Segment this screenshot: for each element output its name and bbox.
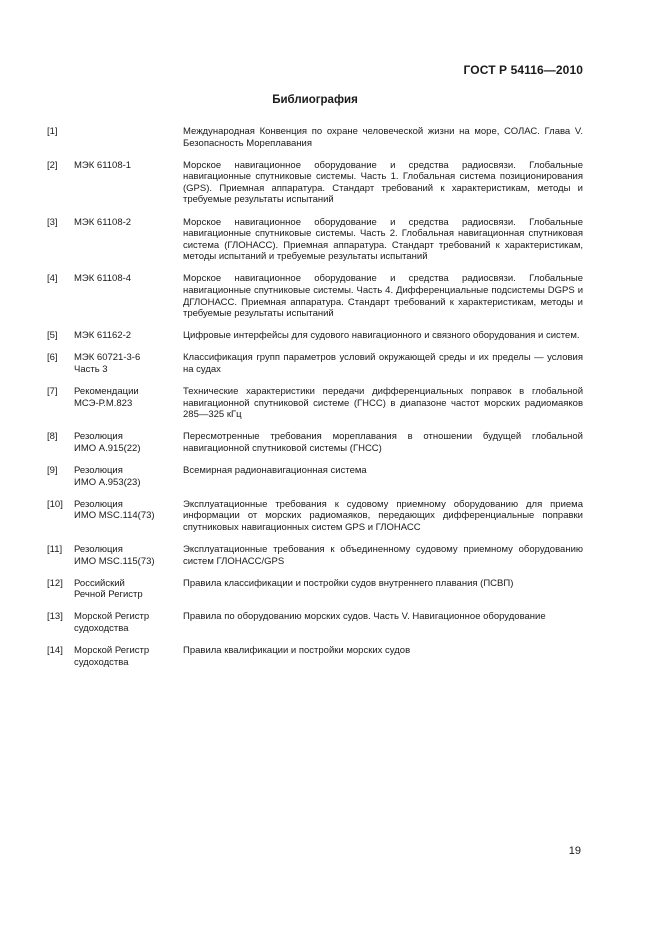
entry-reference-line: ИМО MSC.114(73) [74,510,155,522]
entry-number: [5] [47,330,58,342]
entry-description: Эксплуатационные требования к судовому приемному оборудованию для приема информации от морских радиомаяков, передающих дифференциальные поправки спутниковых навигационных систем GPS и ГЛОНАСС [183,498,583,533]
entry-reference-line: Часть 3 [74,364,108,375]
entry-description: Технические характеристики передачи дифференциальных поправок в глобальной навигационной спутниковой системе (ГНСС) в диапазоне частот морских радиомаяков 285—325 кГц [183,386,583,421]
entry-reference [74,160,183,172]
entry-reference [74,611,183,634]
bibliography-title: Библиография [272,94,358,106]
entry-description: Классификация групп параметров условий окружающей среды и их пределы — условия на судах [183,352,583,375]
entry-reference-line: Морской Регистр [74,645,150,657]
entry-reference-line: Морской Регистр [74,611,150,623]
bibliography-entry [47,273,583,319]
entry-reference [74,217,183,229]
entry-reference-line: ИМО А.915(22) [74,442,141,454]
entry-reference [74,352,183,375]
entry-number: [11] [47,544,63,556]
entry-description: Правила классификации и постройки судов внутреннего плавания (ПСВП) [183,577,514,589]
entry-reference-line: судоходства [74,656,129,668]
entry-reference [74,499,183,522]
entry-reference-line: МЭК 60721-3-6 [74,352,141,364]
entry-reference [74,578,183,601]
bibliography-entry [47,352,583,375]
entry-description: Цифровые интерфейсы для судового навигационного и связного оборудования и систем. [183,330,580,342]
entry-reference-line: МЭК 61108-2 [74,216,132,228]
bibliography-entry [47,578,583,601]
entry-reference-line: Рекомендации [74,386,139,398]
entry-description: Морское навигационное оборудование и средства радиосвязи. Глобальные навигационные спутниковые системы. Часть 4. Дифференциальные подсистемы DGPS и ДГЛОНАСС. Приемная аппаратура. Стандарт требований к характеристикам, методы и требуемые результаты испытаний [183,273,583,320]
entry-reference-line: Российский [74,577,125,589]
entry-number: [1] [47,126,58,137]
entry-number: [13] [47,611,63,623]
bibliography-list [47,126,583,679]
bibliography-entry [47,465,583,488]
entry-number: [8] [47,431,58,443]
entry-number: [12] [47,577,63,589]
entry-description: Международная Конвенция по охране человеческой жизни на море, СОЛАС. Глава V. Безопасность Мореплавания [183,126,583,149]
entry-description: Морское навигационное оборудование и средства радиосвязи. Глобальные навигационные спутниковые системы. Часть 1. Глобальная система позиционирования (GPS). Приемная аппаратура. Стандарт требований к характеристикам, методы и требуемые результаты испытаний [183,159,583,206]
entry-number: [7] [47,386,58,398]
entry-description: Морское навигационное оборудование и средства радиосвязи. Глобальные навигационные спутниковые системы. Часть 2. Глобальная навигационная спутниковая система (ГЛОНАСС). Приемная аппаратура. Стандарт требований к характеристикам, методы испытаний и требуемые результаты испытаний [183,216,583,263]
bibliography-entry [47,126,583,149]
bibliography-entry [47,386,583,421]
entry-reference-line: МЭК 61108-1 [74,159,132,171]
entry-number: [14] [47,645,63,657]
bibliography-entry [47,544,583,567]
bibliography-entry [47,645,583,668]
entry-reference-line: МЭК 61162-2 [74,330,132,342]
entry-description: Всемирная радионавигационная система [183,465,367,477]
page-number: 19 [568,845,581,857]
entry-reference-line: Резолюция [74,465,123,477]
entry-reference [74,330,183,342]
entry-number: [4] [47,273,58,285]
entry-description: Правила по оборудованию морских судов. Часть V. Навигационное оборудование [183,611,546,623]
bibliography-entry [47,217,583,263]
entry-reference-line: ИМО А.953(23) [74,476,141,488]
entry-reference-line: Резолюция [74,498,123,510]
entry-number: [6] [47,352,58,364]
bibliography-entry [47,431,583,454]
entry-number: [3] [47,216,58,228]
entry-reference-line: Резолюция [74,431,123,443]
bibliography-entry [47,611,583,634]
entry-description: Эксплуатационные требования к объединенному судовому приемному оборудованию систем ГЛОНАСС/GPS [183,544,583,567]
entry-number: [10] [47,498,63,510]
entry-reference-line: судоходства [74,623,129,634]
entry-reference [74,465,183,488]
entry-reference [74,273,183,285]
bibliography-entry [47,330,583,342]
bibliography-entry [47,499,583,534]
entry-reference [74,431,183,454]
entry-number: [9] [47,465,58,477]
entry-reference-line: МЭК 61108-4 [74,273,132,285]
entry-reference-line: ИМО MSC.115(73) [74,555,155,567]
entry-reference-line: Речной Регистр [74,589,143,601]
standard-code: ГОСТ Р 54116—2010 [463,63,583,77]
entry-description: Пересмотренные требования мореплавания в отношении будущей глобальной навигационной спутниковой системы (ГНСС) [183,431,583,454]
entry-reference [74,645,183,668]
entry-reference-line: Резолюция [74,544,123,556]
entry-number: [2] [47,159,58,171]
entry-description: Правила квалификации и постройки морских судов [183,645,411,657]
entry-reference [74,386,183,409]
entry-reference-line: МСЭ-Р.М.823 [74,397,133,409]
bibliography-entry [47,160,583,206]
entry-reference [74,544,183,567]
